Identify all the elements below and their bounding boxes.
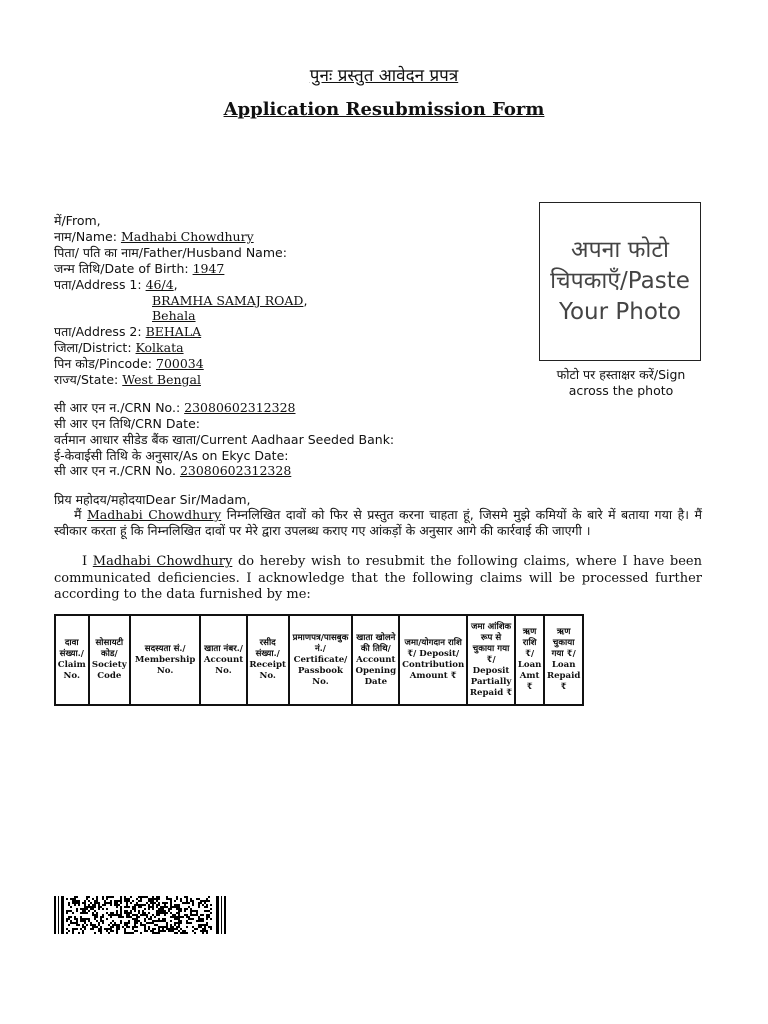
- hindi-paragraph: [54, 507, 702, 539]
- header-deposit-amount: जमा/योगदान राशि ₹/ Deposit/ Contribution Amount ₹: [399, 615, 467, 705]
- dob-row: [54, 261, 224, 277]
- state-label: राज्य/State:: [54, 372, 119, 387]
- address2-value: BEHALA: [145, 324, 202, 339]
- barcode-icon: [54, 896, 226, 934]
- header-certificate-no: प्रमाणपत्र/पासबुक नं./ Certificate/ Passbook No.: [289, 615, 353, 705]
- photo-note: फोटो पर हस्ताक्षर करें/Sign across the photo: [556, 367, 686, 398]
- state-row: [54, 372, 201, 388]
- pincode-row: [54, 356, 204, 372]
- header-society-code: सोसायटी कोड/ Society Code: [89, 615, 131, 705]
- pincode-value: 700034: [156, 356, 204, 371]
- english-prefix: I: [82, 554, 88, 569]
- title-english: Application Resubmission Form: [223, 99, 545, 120]
- district-label: जिला/District:: [54, 340, 132, 355]
- dob-label: जन्म तिथि/Date of Birth:: [54, 261, 189, 276]
- crn-date-label: सी आर एन तिथि/CRN Date:: [54, 416, 200, 431]
- name-value: Madhabi Chowdhury: [120, 229, 254, 244]
- address2-row: [54, 324, 201, 340]
- header-deposit-partially-repaid: जमा आंशिक रूप से चुकाया गया ₹/ Deposit Partially Repaid ₹: [467, 615, 515, 705]
- english-paragraph: [54, 554, 702, 604]
- title-hindi: पुनः प्रस्तुत आवेदन प्रपत्र: [309, 66, 459, 86]
- bank-label: वर्तमान आधार सीडेड बैंक खाता/Current Aadhaar Seeded Bank:: [54, 432, 395, 447]
- address2-label: पता/Address 2:: [54, 324, 142, 339]
- english-name: Madhabi Chowdhury: [92, 554, 233, 569]
- address1-line3: Behala: [152, 308, 196, 323]
- crn2-value: 23080602312328: [179, 463, 292, 478]
- hindi-name: Madhabi Chowdhury: [87, 507, 222, 522]
- photo-box-text: अपना फोटो चिपकाएँ/Paste Your Photo: [550, 237, 690, 325]
- address1-line2-row: BRAMHA SAMAJ ROAD,: [152, 293, 308, 308]
- crn-row: [54, 400, 296, 416]
- state-value: West Bengal: [122, 372, 201, 387]
- name-row: [54, 229, 254, 245]
- crn-label: सी आर एन न./CRN No.:: [54, 400, 181, 415]
- salutation: प्रिय महोदय/महोदयाDear Sir/Madam,: [54, 492, 251, 507]
- header-membership-no: सदस्यता सं./ Membership No.: [130, 615, 200, 705]
- address1-row: पता/Address 1: 46/4,: [54, 277, 178, 292]
- address1-line2: BRAMHA SAMAJ ROAD: [152, 293, 304, 308]
- hindi-body: निम्नलिखित दावों को फिर से प्रस्तुत करना चाहता हूं, जिसमे मुझे कमियों के बारे में बताया गया है। मैं स्वीकार करता हूं कि निम्नलिखित दावों पर मेरे द्वारा उपलब्ध कराए गए आंकड़ों के अनुसार आगे की कार्रवाई की जाएगी ।: [54, 507, 702, 538]
- name-label: नाम/Name:: [54, 229, 117, 244]
- hindi-prefix: मैं: [74, 507, 82, 522]
- header-loan-amt: ऋण राशि ₹/ Loan Amt ₹: [515, 615, 544, 705]
- address1-line1: 46/4: [145, 277, 174, 292]
- header-claim-no: दावा संख्या./ Claim No.: [55, 615, 89, 705]
- from-label: में/From,: [54, 213, 101, 228]
- district-row: [54, 340, 184, 356]
- crn-value: 23080602312328: [184, 400, 296, 415]
- claims-table: [54, 614, 584, 706]
- ekyc-label: ई-केवाईसी तिथि के अनुसार/As on Ekyc Date:: [54, 448, 289, 463]
- address1-line3-row: [152, 308, 196, 324]
- dob-value: 1947: [192, 261, 225, 276]
- pincode-label: पिन कोड/Pincode:: [54, 356, 153, 371]
- table-header-row: [55, 615, 583, 705]
- header-receipt-no: रसीद संख्या./ Receipt No.: [247, 615, 289, 705]
- header-account-no: खाता नंबर./ Account No.: [200, 615, 247, 705]
- header-account-opening-date: खाता खोलने की तिथि/ Account Opening Date: [352, 615, 399, 705]
- photo-box[interactable]: [539, 202, 701, 361]
- crn2-row: [54, 463, 291, 479]
- header-loan-repaid: ऋण चुकाया गया ₹/ Loan Repaid ₹: [544, 615, 583, 705]
- crn2-label: सी आर एन न./CRN No.: [54, 463, 176, 478]
- address1-label: पता/Address 1:: [54, 277, 142, 292]
- father-label: पिता/ पति का नाम/Father/Husband Name:: [54, 245, 287, 260]
- english-body: do hereby wish to resubmit the following claims, where I have been communicated deficiencies. I acknowledge that the following claims will be processed further according to the data furnished by me:: [54, 554, 702, 602]
- district-value: Kolkata: [135, 340, 184, 355]
